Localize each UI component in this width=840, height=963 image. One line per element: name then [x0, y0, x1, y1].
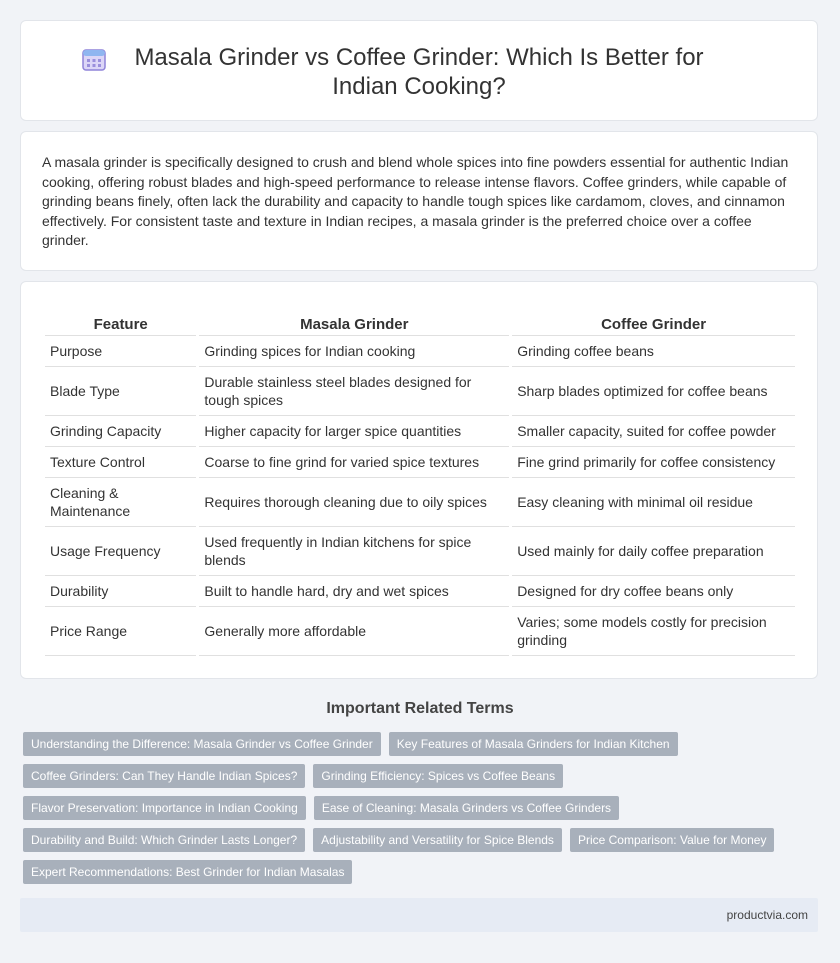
intro-card — [20, 131, 818, 271]
feature-cell: Texture Control — [45, 447, 196, 478]
coffee-cell: Smaller capacity, suited for coffee powder — [512, 416, 795, 447]
related-term-tag[interactable]: Key Features of Masala Grinders for Indian Kitchen — [389, 732, 678, 756]
related-term-tag[interactable]: Adjustability and Versatility for Spice Blends — [313, 828, 562, 852]
coffee-cell: Easy cleaning with minimal oil residue — [512, 478, 795, 527]
header-coffee-grinder: Coffee Grinder — [512, 312, 795, 336]
title-card — [20, 20, 818, 121]
masala-cell: Higher capacity for larger spice quantities — [199, 416, 509, 447]
related-terms-list — [23, 732, 813, 884]
feature-cell: Durability — [45, 576, 196, 607]
table-row — [45, 447, 795, 478]
related-term-tag[interactable]: Grinding Efficiency: Spices vs Coffee Beans — [313, 764, 563, 788]
related-term-tag[interactable]: Ease of Cleaning: Masala Grinders vs Coffee Grinders — [314, 796, 619, 820]
related-term-tag[interactable]: Coffee Grinders: Can They Handle Indian Spices? — [23, 764, 305, 788]
masala-cell: Grinding spices for Indian cooking — [199, 336, 509, 367]
related-term-tag[interactable]: Price Comparison: Value for Money — [570, 828, 775, 852]
masala-cell: Generally more affordable — [199, 607, 509, 656]
intro-paragraph: A masala grinder is specifically designed to crush and blend whole spices into fine powders essential for authentic Indian cooking, offering robust blades and high-speed performance to release intense flavors. Coffee grinders, while capable of grinding beans finely, often lack the durability and capacity to handle tough spices like cardamom, cloves, and cinnamon effectively. For consistent taste and texture in Indian recipes, a masala grinder is the preferred choice over a coffee grinder. — [42, 154, 789, 248]
table-row — [45, 336, 795, 367]
related-term-tag[interactable]: Flavor Preservation: Importance in Indian Cooking — [23, 796, 306, 820]
page-title: Masala Grinder vs Coffee Grinder: Which Is Better for Indian Cooking? — [134, 44, 704, 100]
table-header-row — [45, 312, 795, 336]
coffee-cell: Sharp blades optimized for coffee beans — [512, 367, 795, 416]
feature-cell: Purpose — [45, 336, 196, 367]
table-row — [45, 527, 795, 576]
masala-cell: Coarse to fine grind for varied spice textures — [199, 447, 509, 478]
footer — [20, 898, 818, 932]
related-terms-title: Important Related Terms — [326, 700, 514, 717]
footer-site-link[interactable]: productvia.com — [726, 908, 808, 922]
table-row — [45, 367, 795, 416]
coffee-cell: Fine grind primarily for coffee consistency — [512, 447, 795, 478]
masala-cell: Requires thorough cleaning due to oily spices — [199, 478, 509, 527]
related-term-tag[interactable]: Understanding the Difference: Masala Grinder vs Coffee Grinder — [23, 732, 381, 756]
coffee-cell: Used mainly for daily coffee preparation — [512, 527, 795, 576]
masala-cell: Durable stainless steel blades designed for tough spices — [199, 367, 509, 416]
header-masala-grinder: Masala Grinder — [199, 312, 509, 336]
table-row — [45, 576, 795, 607]
comparison-card — [20, 281, 818, 679]
feature-cell: Blade Type — [45, 367, 196, 416]
feature-cell: Cleaning & Maintenance — [45, 478, 196, 527]
coffee-cell: Designed for dry coffee beans only — [512, 576, 795, 607]
feature-cell: Grinding Capacity — [45, 416, 196, 447]
table-row — [45, 478, 795, 527]
comparison-table — [42, 312, 798, 656]
table-row — [45, 416, 795, 447]
feature-cell: Usage Frequency — [45, 527, 196, 576]
masala-cell: Used frequently in Indian kitchens for spice blends — [199, 527, 509, 576]
table-row — [45, 607, 795, 656]
header-feature: Feature — [45, 312, 196, 336]
coffee-cell: Grinding coffee beans — [512, 336, 795, 367]
masala-cell: Built to handle hard, dry and wet spices — [199, 576, 509, 607]
coffee-cell: Varies; some models costly for precision grinding — [512, 607, 795, 656]
related-term-tag[interactable]: Expert Recommendations: Best Grinder for Indian Masalas — [23, 860, 352, 884]
feature-cell: Price Range — [45, 607, 196, 656]
related-term-tag[interactable]: Durability and Build: Which Grinder Lasts Longer? — [23, 828, 305, 852]
